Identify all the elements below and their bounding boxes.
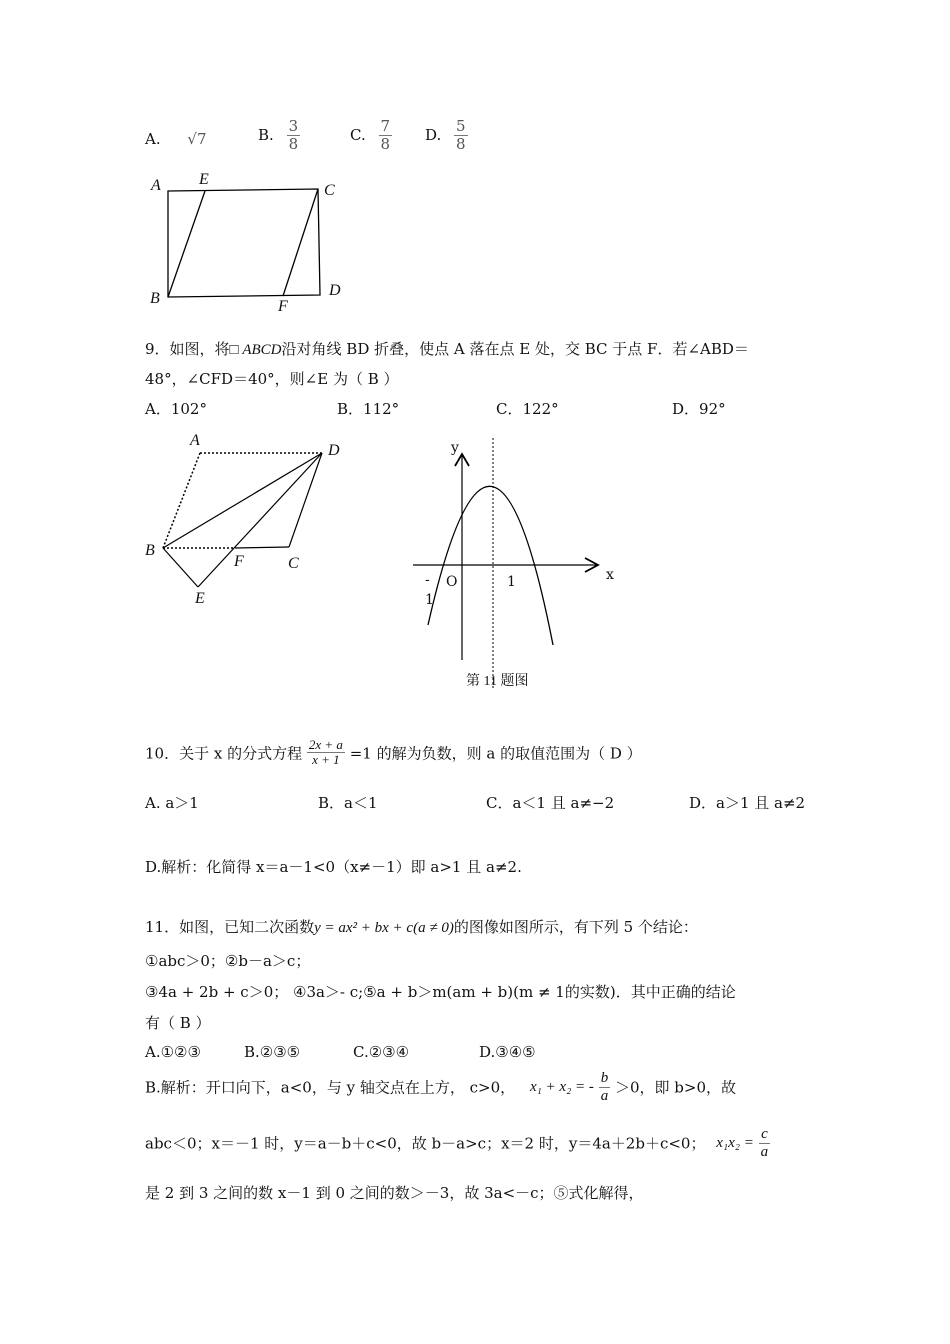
q10-option-d: D．a＞1 且 a≠2 xyxy=(689,794,806,812)
q11-option-c: C.②③④ xyxy=(353,1043,410,1061)
q11-option-d: D.③④⑤ xyxy=(479,1043,536,1061)
q11-analysis-line2: abc＜0；x＝－1 时，y＝a－b＋c<0，故 b－a>c；x＝2 时，y＝4a＋2b＋c<0； x₁x₂ = $\frac{c}{a}$ xyxy=(145,1126,769,1160)
q9-line2: 48°，∠CFD＝40°，则∠E 为（ B ） xyxy=(145,370,399,388)
q10-analysis: D.解析：化简得 x＝a－1<0（x≠－1）即 a>1 且 a≠2. xyxy=(145,858,522,876)
q9-line1: 9．如图，将□ ABCD沿对角线 BD 折叠，使点 A 落在点 E 处，交 BC 于点 F．若∠ABD＝ xyxy=(145,340,749,358)
rect-label-c: C xyxy=(324,182,335,199)
q10-question: 10．关于 x 的分式方程 $\frac{2x + a}{x + 1}$ =1 的解为负数，则 a 的取值范围为（ D ） xyxy=(145,737,642,768)
fold-label-b: B xyxy=(145,542,155,559)
rect-label-b: B xyxy=(150,290,160,307)
q9-option-a: A．102° xyxy=(145,400,207,418)
q8-option-c: C. $\frac{7}{8}$ xyxy=(350,117,391,153)
fold-label-e: E xyxy=(195,590,205,607)
rect-label-f: F xyxy=(278,298,288,315)
q9-option-d: D．92° xyxy=(672,400,726,418)
fold-label-a: A xyxy=(190,432,200,449)
q11-option-a: A.①②③ xyxy=(145,1043,201,1061)
q11-analysis-line1: B.解析：开口向下，a<0，与 y 轴交点在上方， c>0， x₁ + x₂ = - $\frac{b}{a}$ ＞0，即 b>0，故 xyxy=(145,1070,737,1104)
fold-label-c: C xyxy=(288,555,299,572)
parabola-neg-sign: - xyxy=(425,572,430,588)
q9-option-c: C．122° xyxy=(496,400,559,418)
rect-label-a: A xyxy=(151,177,161,194)
parabola-origin-label: O xyxy=(446,574,458,590)
q11-line1: 11．如图，已知二次函数y = ax² + bx + c(a ≠ 0)的图像如图所示，有下列 5 个结论： xyxy=(145,918,698,936)
rect-label-d: D xyxy=(329,282,341,299)
fold-label-f: F xyxy=(234,553,244,570)
q8-option-d: D. $\frac{5}{8}$ xyxy=(425,117,466,153)
parabola-one-label: 1 xyxy=(507,574,516,590)
q11-analysis-line3: 是 2 到 3 之间的数 x－1 到 0 之间的数＞－3，故 3a<－c；⑤式化解得， xyxy=(145,1184,644,1202)
q11-line4: 有（ B ） xyxy=(145,1014,211,1032)
q10-option-c: C．a＜1 且 a≠−2 xyxy=(486,794,615,812)
q10-option-a: A. a＞1 xyxy=(145,794,199,812)
q11-option-b: B.②③⑤ xyxy=(244,1043,301,1061)
q9-option-b: B．112° xyxy=(337,400,400,418)
parabola-neg-one: 1 xyxy=(425,592,434,608)
parabola-caption: 第 11 题图 xyxy=(466,674,529,689)
rect-label-e: E xyxy=(199,171,209,188)
q8-option-a: A. √7 xyxy=(145,130,207,148)
parabola-x-label: x xyxy=(606,567,614,583)
q11-line3: ③4a + 2b + c＞0； ④3a＞- c;⑤a + b＞m(am + b)(m ≠ 1的实数)．其中正确的结论 xyxy=(145,983,736,1001)
q10-option-b: B．a＜1 xyxy=(318,794,378,812)
fold-label-d: D xyxy=(328,442,340,459)
parabola-y-label: y xyxy=(451,440,459,456)
q11-line2: ①abc＞0；②b－a＞c； xyxy=(145,952,311,970)
q8-option-b: B. $\frac{3}{8}$ xyxy=(258,117,299,153)
